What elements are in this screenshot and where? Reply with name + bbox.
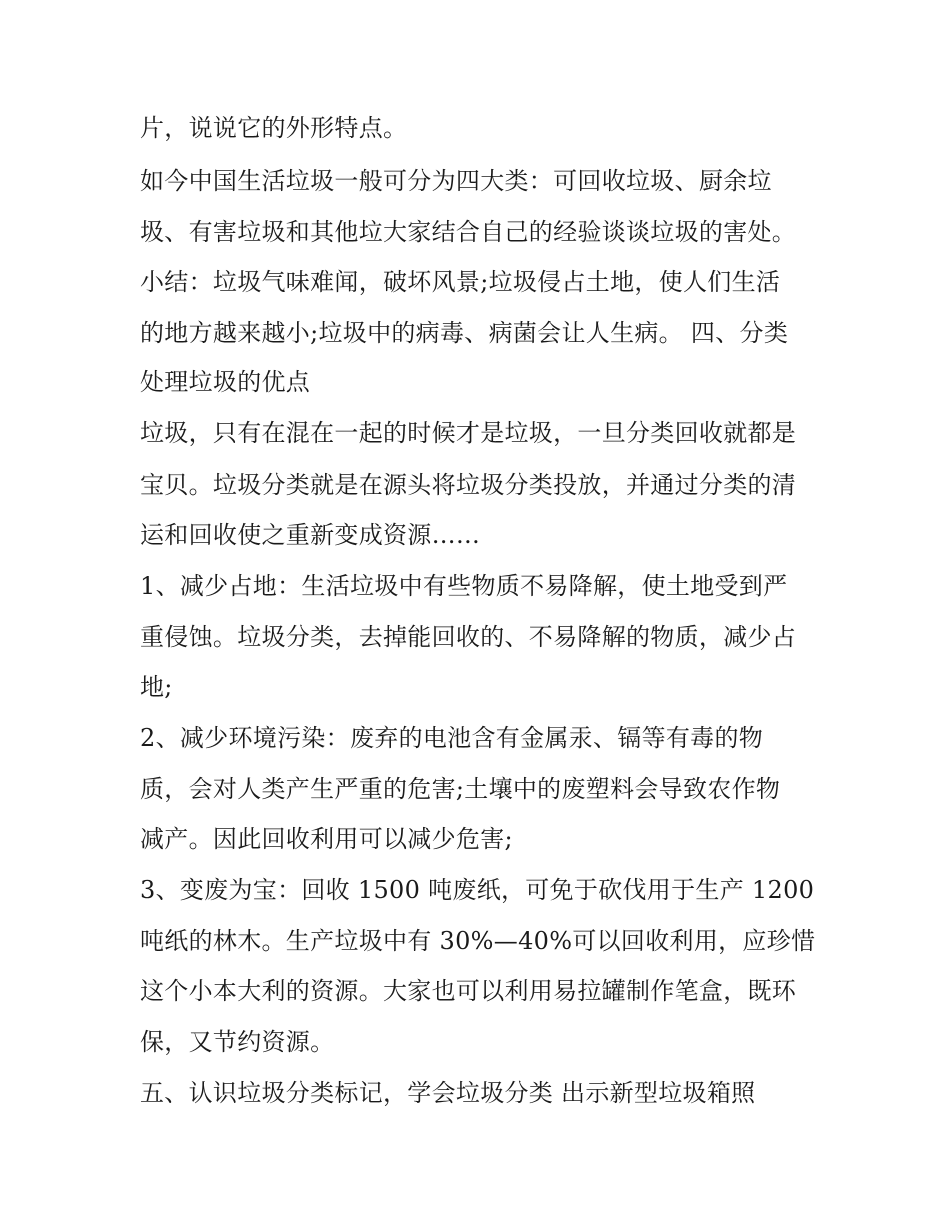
text-line: 处理垃圾的优点	[140, 368, 311, 396]
text-line: 的地方越来越小;垃圾中的病毒、病菌会让人生病。 四、分类	[140, 319, 789, 347]
text-line: 这个小本大利的资源。大家也可以利用易拉罐制作笔盒，既环	[140, 977, 797, 1005]
text-line: 地;	[140, 673, 173, 701]
text-line: 保，又节约资源。	[140, 1028, 335, 1056]
text-line: 重侵蚀。垃圾分类，去掉能回收的、不易降解的物质，减少占	[140, 623, 797, 651]
text-line: 吨纸的林木。生产垃圾中有 30%—40%可以回收利用，应珍惜	[140, 927, 816, 955]
text-line: 小结：垃圾气味难闻，破坏风景;垃圾侵占土地，使人们生活	[140, 268, 781, 296]
text-line: 质，会对人类产生严重的危害;土壤中的废塑料会导致农作物	[140, 775, 781, 803]
text-line: 3、变废为宝：回收 1500 吨废纸，可免于砍伐用于生产 1200	[140, 876, 815, 904]
text-line: 五、认识垃圾分类标记，学会垃圾分类 出示新型垃圾箱照	[140, 1079, 756, 1107]
text-line: 宝贝。垃圾分类就是在源头将垃圾分类投放，并通过分类的清	[140, 471, 797, 499]
text-line: 运和回收使之重新变成资源……	[140, 521, 481, 549]
text-line: 减产。因此回收利用可以减少危害;	[140, 825, 513, 853]
text-line: 圾、有害垃圾和其他垃大家结合自己的经验谈谈垃圾的害处。	[140, 218, 797, 246]
text-line: 片，说说它的外形特点。	[140, 114, 408, 142]
text-line: 垃圾，只有在混在一起的时候才是垃圾，一旦分类回收就都是	[140, 419, 797, 447]
text-line: 1、减少占地：生活垃圾中有些物质不易降解，使土地受到严	[140, 572, 788, 600]
text-line: 2、减少环境污染：废弃的电池含有金属汞、镉等有毒的物	[140, 724, 764, 752]
text-line: 如今中国生活垃圾一般可分为四大类：可回收垃圾、厨余垃	[140, 167, 772, 195]
